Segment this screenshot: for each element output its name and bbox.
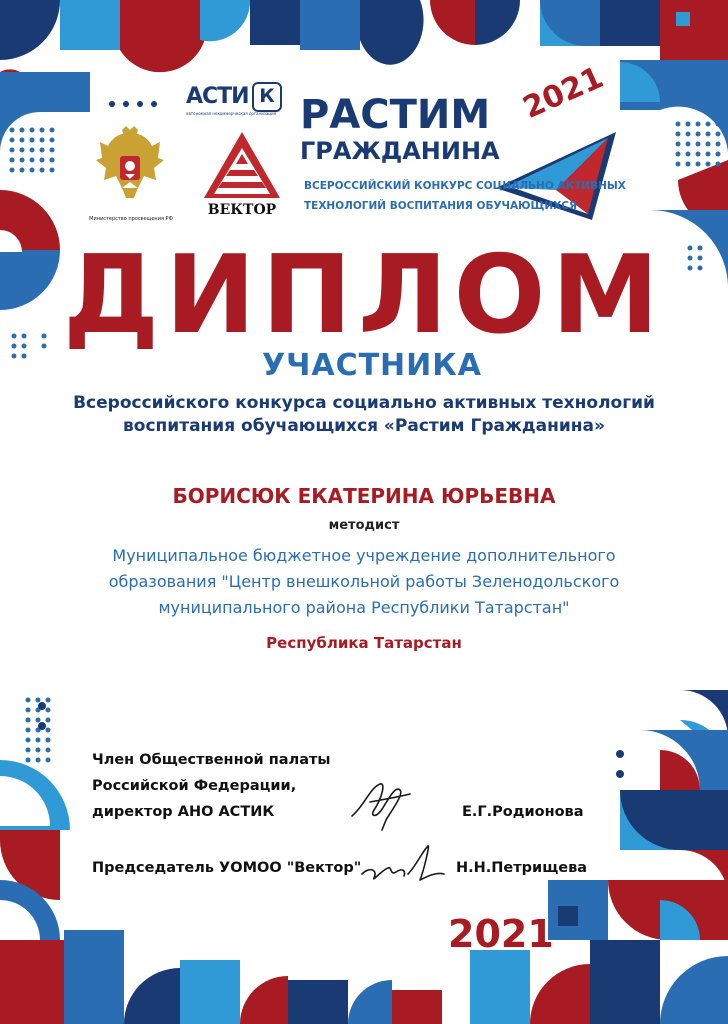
signer1-role-line3: директор АНО АСТИК [92,804,275,820]
ministry-caption: Министерство просвещения РФ [89,216,173,222]
astik-logo-subtitle: автономная некоммерческая организация [186,111,277,116]
signer1-name: Е.Г.Родионова [462,804,584,820]
contest-logo [300,60,626,224]
ministry-logo [89,124,173,222]
coat-of-arms-icon [92,124,168,214]
triangle-logo-icon [200,128,284,202]
signer1-role-line1: Член Общественной палаты [92,752,331,768]
contest-logo-year: 2021 [518,60,609,126]
astik-logo-word: АСТИ [186,84,249,109]
signer1-role-line2: Российской Федерации, [92,778,297,794]
contest-logo-tagline2: ТЕХНОЛОГИЙ ВОСПИТАНИЯ ОБУЧАЮЩИХСЯ [304,200,578,212]
diploma-subtitle: УЧАСТНИКА [261,348,483,383]
astik-logo-letter: К [252,82,282,112]
contest-description-line1: Всероссийского конкурса социально активных технологий [73,393,655,413]
vector-logo-word: ВЕКТОР [207,202,277,218]
organization-line1: Муниципальное бюджетное учреждение дополнительного [112,546,616,565]
signer2-role: Председатель УОМОО "Вектор" [92,860,362,876]
recipient-position: методист [328,518,400,533]
contest-logo-tagline1: ВСЕРОССИЙСКИЙ КОНКУРС СОЦИАЛЬНО АКТИВНЫХ [304,180,626,192]
signature-image-1 [346,776,416,832]
footer-year: 2021 [448,912,554,956]
contest-description-line2: воспитания обучающихся «Растим Гражданина» [123,416,605,436]
contest-logo-line1: РАСТИМ [300,92,491,138]
recipient-region: Республика Татарстан [266,634,462,652]
signer2-name: Н.Н.Петрищева [456,860,588,876]
diploma-title: ДИПЛОМ [63,233,665,358]
vector-logo [200,128,284,222]
recipient-name: БОРИСЮК ЕКАТЕРИНА ЮРЬЕВНА [172,484,556,508]
astik-logo [186,84,286,120]
contest-logo-line2: ГРАЖДАНИНА [300,137,500,165]
organization-line2: образования "Центр внешкольной работы Зеленодольского [108,572,620,591]
signature-image-2 [358,840,448,886]
organization-line3: муниципального района Республики Татарстан" [158,598,570,617]
